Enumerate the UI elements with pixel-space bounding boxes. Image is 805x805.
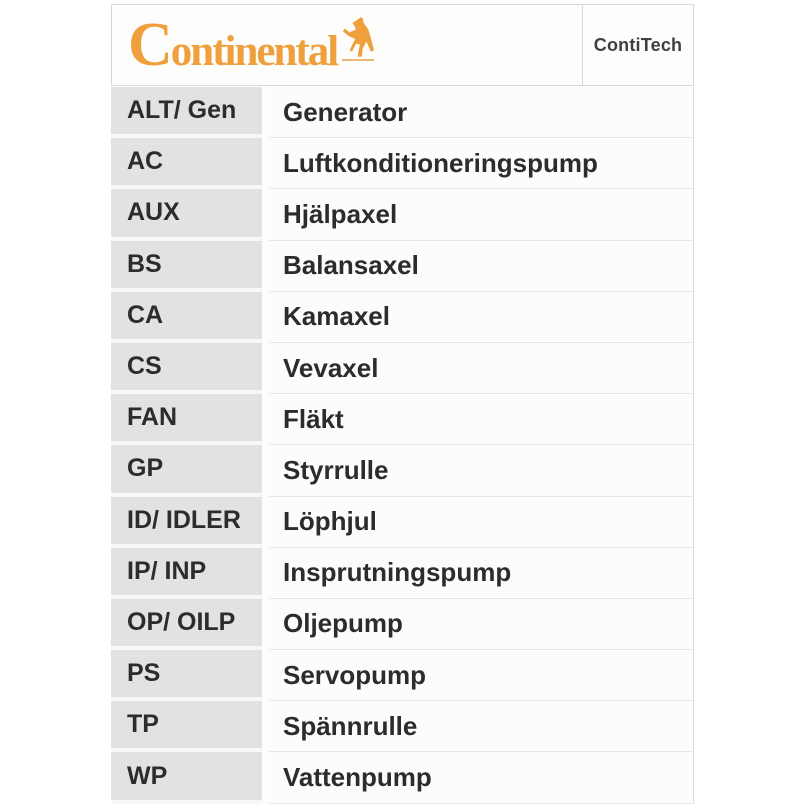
description-cell: Servopump <box>269 650 694 701</box>
column-gap <box>262 752 269 803</box>
abbr-cell: ID/ IDLER <box>111 497 262 548</box>
legend-sheet <box>111 4 694 804</box>
table-row <box>111 445 694 496</box>
table-row <box>111 343 694 394</box>
column-gap <box>262 599 269 650</box>
description-cell: Hjälpaxel <box>269 189 694 240</box>
column-gap <box>262 292 269 343</box>
abbr-table <box>111 87 694 804</box>
column-gap <box>262 548 269 599</box>
rearing-horse-icon <box>342 16 374 61</box>
description-cell: Oljepump <box>269 599 694 650</box>
abbr-cell: ALT/ Gen <box>111 87 262 138</box>
abbr-cell: IP/ INP <box>111 548 262 599</box>
contitech-badge <box>582 5 693 85</box>
abbr-cell: AC <box>111 138 262 189</box>
contitech-label: ContiTech <box>593 34 683 55</box>
column-gap <box>262 445 269 496</box>
column-gap <box>262 241 269 292</box>
abbr-cell: OP/ OILP <box>111 599 262 650</box>
column-gap <box>262 138 269 189</box>
table-row <box>111 701 694 752</box>
table-row <box>111 241 694 292</box>
table-row <box>111 292 694 343</box>
table-row <box>111 650 694 701</box>
abbr-cell: CA <box>111 292 262 343</box>
abbr-cell: FAN <box>111 394 262 445</box>
description-cell: Spännrulle <box>269 701 694 752</box>
description-cell: Vattenpump <box>269 752 694 803</box>
description-cell: Balansaxel <box>269 241 694 292</box>
brand-header <box>111 4 694 86</box>
table-row <box>111 752 694 803</box>
description-cell: Generator <box>269 87 694 138</box>
column-gap <box>262 394 269 445</box>
description-cell: Löphjul <box>269 497 694 548</box>
table-row <box>111 138 694 189</box>
description-cell: Vevaxel <box>269 343 694 394</box>
description-cell: Kamaxel <box>269 292 694 343</box>
table-row <box>111 599 694 650</box>
description-cell: Luftkonditioneringspump <box>269 138 694 189</box>
continental-wordmark: Continental <box>128 11 338 79</box>
abbr-cell: AUX <box>111 189 262 240</box>
column-gap <box>262 497 269 548</box>
description-cell: Insprutningspump <box>269 548 694 599</box>
continental-logo <box>112 5 582 85</box>
column-gap <box>262 87 269 138</box>
abbr-cell: BS <box>111 241 262 292</box>
column-gap <box>262 343 269 394</box>
table-row <box>111 189 694 240</box>
description-cell: Styrrulle <box>269 445 694 496</box>
abbr-cell: WP <box>111 752 262 803</box>
column-gap <box>262 650 269 701</box>
table-row <box>111 87 694 138</box>
abbr-cell: PS <box>111 650 262 701</box>
table-row <box>111 497 694 548</box>
abbr-cell: TP <box>111 701 262 752</box>
abbr-cell: CS <box>111 343 262 394</box>
table-row <box>111 394 694 445</box>
table-row <box>111 548 694 599</box>
abbr-cell: GP <box>111 445 262 496</box>
column-gap <box>262 189 269 240</box>
description-cell: Fläkt <box>269 394 694 445</box>
column-gap <box>262 701 269 752</box>
